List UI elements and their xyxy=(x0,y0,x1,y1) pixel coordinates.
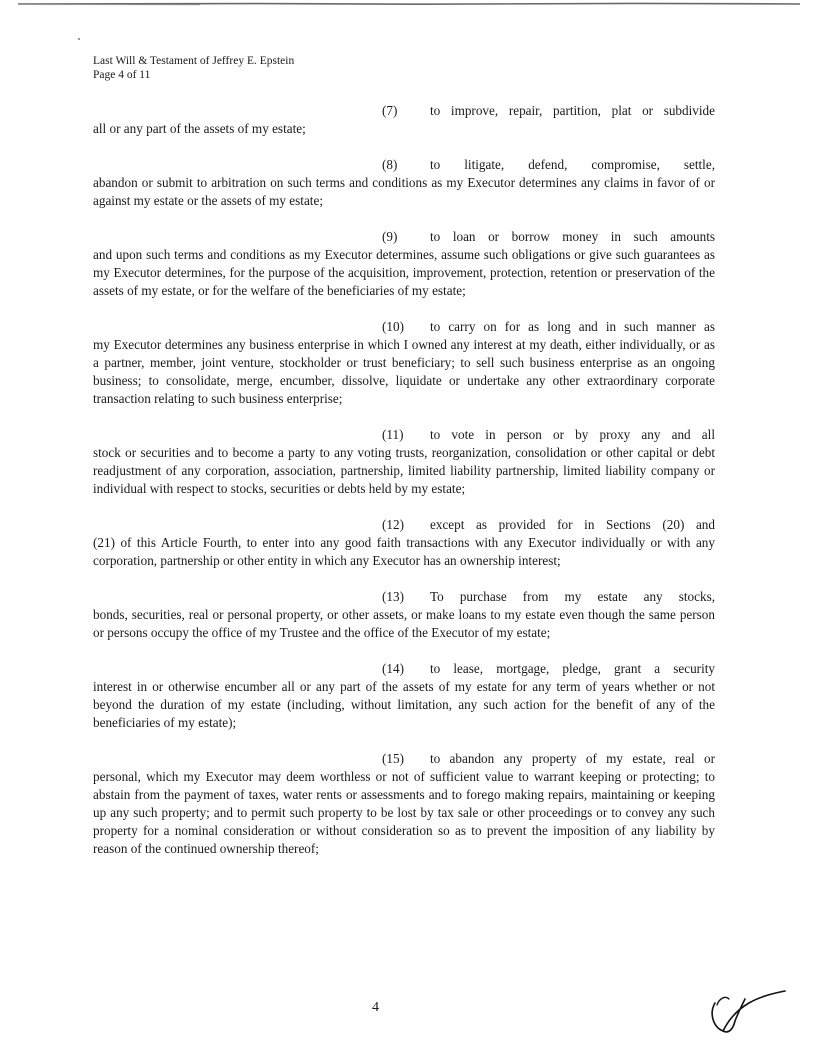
paragraph-body-text: stock or securities and to become a party to any voting trusts, reorganization, consolidation or other capital or debt readjustment of any corporation, association, partnership, limited liability partnership, limited liability company or individual with respect to stocks, securities or debts held by my estate; xyxy=(93,445,715,496)
numbered-paragraph xyxy=(93,426,715,498)
scan-speck xyxy=(78,38,80,40)
page-number: 4 xyxy=(372,1000,379,1015)
paragraph-body-text: abandon or submit to arbitration on such terms and conditions as my Executor determines any claims in favor of or against my estate or the assets of my estate; xyxy=(93,175,715,208)
paragraph-body-text: bonds, securities, real or personal property, or other assets, or make loans to my estate even though the same person or persons occupy the office of my Trustee and the office of the Executor of my estate; xyxy=(93,607,715,640)
paragraph-number: (8) xyxy=(382,157,398,172)
paragraph-lead-text: to litigate, defend, compromise, settle, xyxy=(430,157,715,172)
paragraph-lead-text: to improve, repair, partition, plat or subdivide xyxy=(430,103,715,118)
paragraph-lead-line xyxy=(93,516,715,534)
paragraph-lead-line xyxy=(93,156,715,174)
document-header xyxy=(93,54,294,82)
paragraph-number: (10) xyxy=(382,319,404,334)
paragraph-lead-text: to vote in person or by proxy any and all xyxy=(430,427,715,442)
numbered-paragraph xyxy=(93,102,715,138)
paragraph-body-text: all or any part of the assets of my estate; xyxy=(93,121,306,136)
handwritten-initials xyxy=(705,985,787,1043)
paragraph-lead-text: except as provided for in Sections (20) and xyxy=(430,517,715,532)
paragraph-number: (14) xyxy=(382,661,404,676)
numbered-paragraph xyxy=(93,660,715,732)
numbered-paragraph xyxy=(93,588,715,642)
paragraph-lead-line xyxy=(93,228,715,246)
paragraph-body-text: interest in or otherwise encumber all or any part of the assets of my estate for any term of years whether or not beyond the duration of my estate (including, without limitation, any such action for the benefit of any of the beneficiaries of my estate); xyxy=(93,679,715,730)
paragraph-lead-line xyxy=(93,750,715,768)
paragraph-number: (9) xyxy=(382,229,398,244)
numbered-paragraph xyxy=(93,516,715,570)
paragraph-body-text: (21) of this Article Fourth, to enter into any good faith transactions with any Executor individually or with any corporation, partnership or other entity in which any Executor has an ownership interest; xyxy=(93,535,715,568)
paragraph-number: (12) xyxy=(382,517,404,532)
page-reference: Page 4 of 11 xyxy=(93,69,151,81)
numbered-paragraph xyxy=(93,318,715,408)
paragraph-lead-text: to abandon any property of my estate, real or xyxy=(430,751,715,766)
document-body xyxy=(93,102,715,876)
paragraph-body-text: my Executor determines any business enterprise in which I owned any interest at my death, either individually, or as a partner, member, joint venture, stockholder or trust beneficiary; to sell such business enterprise as an ongoing business; to consolidate, merge, encumber, dissolve, liquidate or undertake any other extraordinary corporate transaction relating to such business enterprise; xyxy=(93,337,715,406)
paragraph-body-text: personal, which my Executor may deem worthless or not of sufficient value to warrant keeping or protecting; to abstain from the payment of taxes, water rents or assessments and to forego making repairs, maintaining or keeping up any such property; and to permit such property to be lost by tax sale or other proceedings or to convey any such property for a nominal consideration or without consideration so as to prevent the imposition of any liability by reason of the continued ownership thereof; xyxy=(93,769,715,856)
numbered-paragraph xyxy=(93,228,715,300)
paragraph-lead-text: to loan or borrow money in such amounts xyxy=(430,229,715,244)
numbered-paragraph xyxy=(93,750,715,858)
paragraph-number: (13) xyxy=(382,589,404,604)
document-title: Last Will & Testament of Jeffrey E. Epstein xyxy=(93,55,295,67)
paragraph-lead-line xyxy=(93,660,715,678)
paragraph-number: (11) xyxy=(382,427,404,442)
paragraph-lead-line xyxy=(93,426,715,444)
paragraph-number: (7) xyxy=(382,103,398,118)
paragraph-lead-line xyxy=(93,588,715,606)
paragraph-lead-line xyxy=(93,102,715,120)
paragraph-lead-line xyxy=(93,318,715,336)
paragraph-lead-text: To purchase from my estate any stocks, xyxy=(430,589,715,604)
paragraph-body-text: and upon such terms and conditions as my Executor determines, assume such obligations or give such guarantees as my Executor determines, for the purpose of the acquisition, improvement, protection, retention or preservation of the assets of my estate, or for the welfare of the beneficiaries of my estate; xyxy=(93,247,715,298)
paragraph-lead-text: to lease, mortgage, pledge, grant a security xyxy=(430,661,715,676)
scan-edge-line xyxy=(0,2,815,6)
paragraph-lead-text: to carry on for as long and in such manner as xyxy=(430,319,715,334)
paragraph-number: (15) xyxy=(382,751,404,766)
numbered-paragraph xyxy=(93,156,715,210)
